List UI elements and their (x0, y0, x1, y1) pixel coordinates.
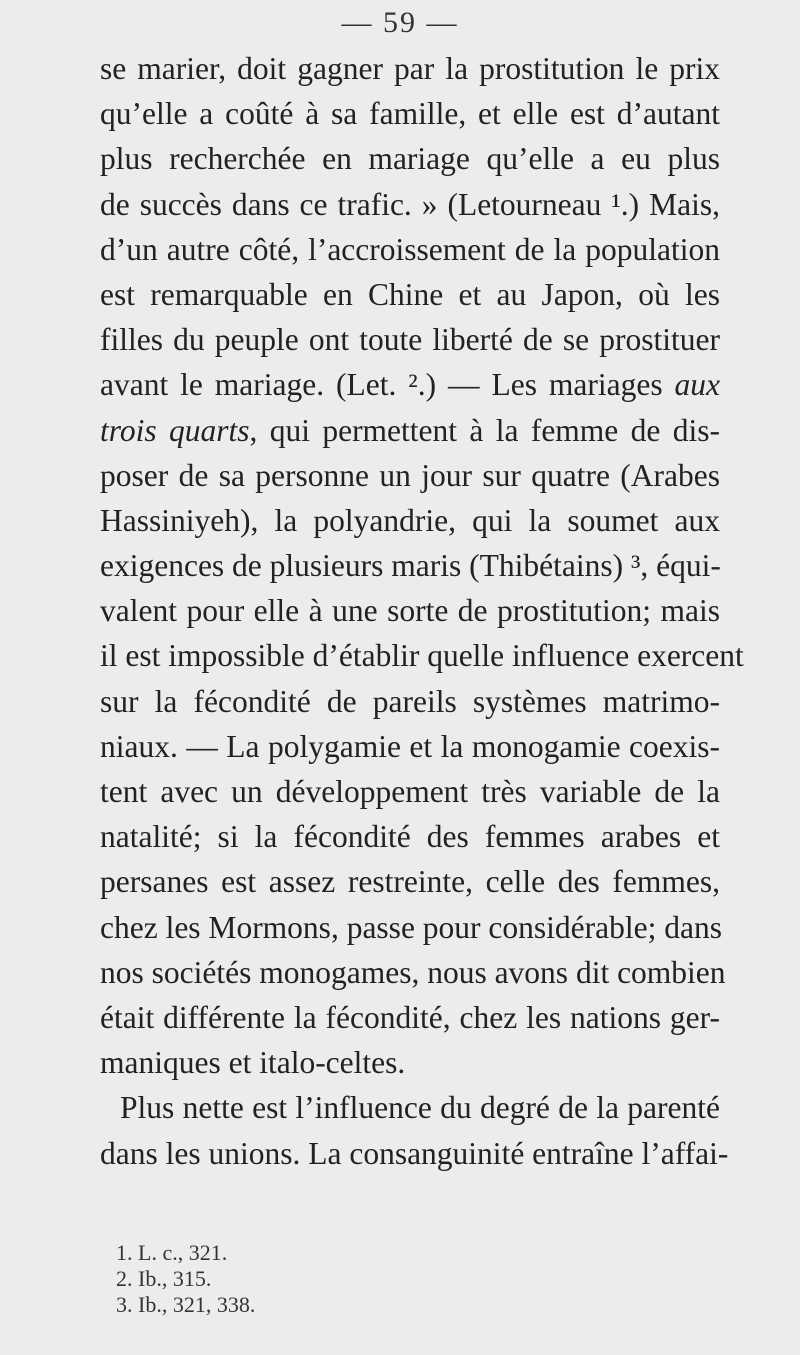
text-line: dans les unions. La consanguinité entraîne l’affai- (100, 1135, 729, 1171)
text-line: plus recherchée en mariage qu’elle a eu plus (100, 141, 720, 177)
text-line: se marier, doit gagner par la prostitution le prix (100, 51, 720, 86)
text-line: filles du peuple ont toute liberté de se prostituer (100, 322, 720, 358)
text-line: trois quarts, qui permettent à la femme de dis- (100, 412, 720, 448)
text-line: il est impossible d’établir quelle influence exercent (100, 638, 744, 674)
text-line: est remarquable en Chine et au Japon, où les (100, 276, 720, 312)
footnote: 1. L. c., 321. (116, 1240, 228, 1265)
text-line: avant le mariage. (Let. ².) — Les mariages aux (100, 367, 720, 403)
text-line: Hassiniyeh), la polyandrie, qui la soumet aux (100, 502, 720, 538)
emphasis-text: aux (674, 367, 720, 403)
text-line: qu’elle a coûté à sa famille, et elle est d’autant (100, 96, 720, 132)
text-line: poser de sa personne un jour sur quatre (Arabes (100, 457, 720, 493)
text-line: niaux. — La polygamie et la monogamie coexis- (100, 728, 720, 764)
text-line: tent avec un développement très variable de la (100, 774, 720, 809)
text-line: nos sociétés monogames, nous avons dit combien (100, 954, 726, 990)
text-line: était différente la fécondité, chez les nations ger- (100, 999, 720, 1035)
body-text (100, 46, 744, 1176)
footnote: 3. Ib., 321, 338. (116, 1292, 256, 1317)
text-line: valent pour elle à une sorte de prostitution; mais (100, 593, 720, 629)
emphasis-text: trois quarts (100, 412, 250, 448)
text-line: de succès dans ce trafic. » (Letourneau ¹.) Mais, (100, 186, 720, 222)
text-line: d’un autre côté, l’accroissement de la population (100, 231, 720, 267)
text-line: chez les Mormons, passe pour considérable; dans (100, 909, 722, 945)
footnote: 2. Ib., 315. (116, 1266, 212, 1291)
footnotes (116, 1240, 255, 1318)
page-number: — 59 — (341, 6, 459, 39)
text-line: exigences de plusieurs maris (Thibétains) ³, équi- (100, 548, 721, 584)
text-line: natalité; si la fécondité des femmes arabes et (100, 819, 720, 855)
text-line: Plus nette est l’influence du degré de la parenté (120, 1090, 720, 1126)
text-line: persanes est assez restreinte, celle des femmes, (100, 864, 720, 900)
text-line: sur la fécondité de pareils systèmes matrimo- (100, 683, 720, 719)
text-line: maniques et italo-celtes. (100, 1045, 406, 1081)
